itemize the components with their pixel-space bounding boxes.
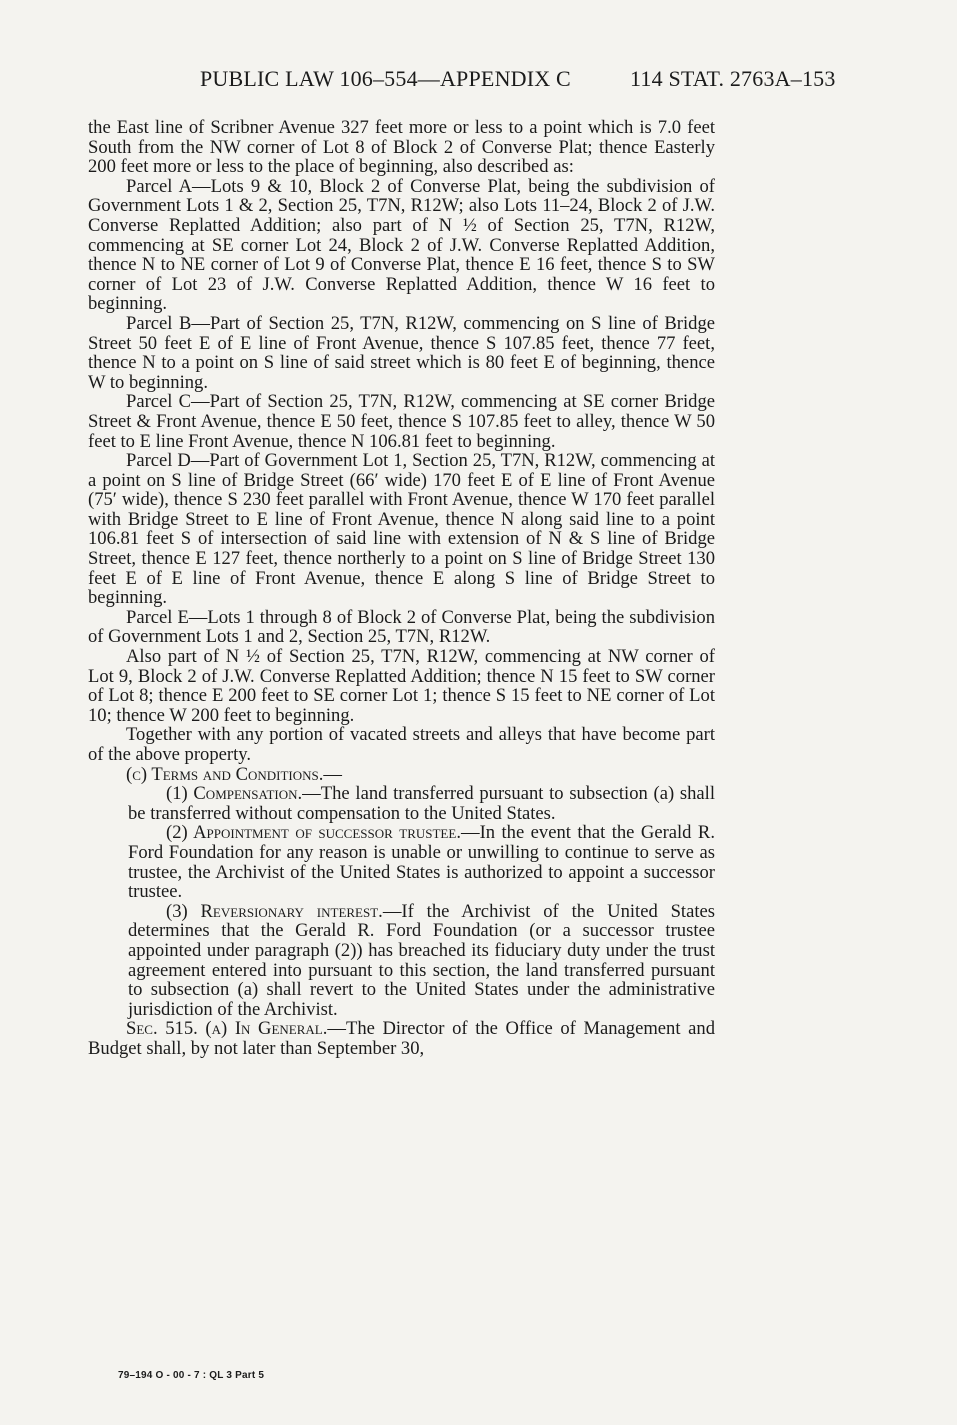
subsection-c-label: (c) Terms and Conditions.— (126, 763, 343, 785)
header-title: PUBLIC LAW 106–554—APPENDIX C (200, 66, 571, 91)
paragraph-c2-label: (2) Appointment of successor trustee.— (166, 822, 480, 844)
paragraph-c3-label: (3) Reversionary interest.— (166, 900, 402, 922)
paragraph-parcel-e: Parcel E—Lots 1 through 8 of Block 2 of Converse Plat, being the subdivision of Government Lots 1 and 2, Section 25, T7N, R12W. (88, 606, 715, 648)
paragraph-c3 (88, 902, 715, 1020)
section-515 (88, 1019, 715, 1058)
paragraph-c2 (88, 823, 715, 901)
paragraph-parcel-c: Parcel C—Part of Section 25, T7N, R12W, commencing at SE corner Bridge Street & Front Avenue, thence E 50 feet, thence S 107.85 feet to alley, thence W 50 feet to E line Front Avenue, thence N 106.81 feet to beginning. (88, 391, 715, 452)
printing-code-footer: 79–194 O - 00 - 7 : QL 3 Part 5 (118, 1370, 265, 1381)
paragraph-together: Together with any portion of vacated streets and alleys that have become part of the above property. (88, 724, 715, 765)
header-stat-citation: 114 STAT. 2763A–153 (630, 66, 836, 91)
section-515-text: The Director of the Office of Management and Budget shall, by not later than September 30, (88, 1018, 715, 1059)
paragraph-c2-text: In the event that the Gerald R. Ford Foundation for any reason is unable or unwilling to continue to serve as trustee, the Archivist of the United States is authorized to appoint a successor trustee. (128, 822, 715, 903)
paragraph-parcel-d: Parcel D—Part of Government Lot 1, Section 25, T7N, R12W, commencing at a point on S line of Bridge Street (66′ wide) 170 feet E of E line of Front Avenue (75′ wide), thence S 230 feet parallel with Front Avenue, thence W 170 feet parallel with Bridge Street to E line of Front Avenue, thence N along said line to a point 106.81 feet S of intersection of said line with extension of N & S line of Bridge Street, thence E 127 feet, thence northerly to a point on S line of Bridge Street 130 feet E of E line of Front Avenue, thence E along S line of Bridge Street to beginning. (88, 450, 715, 609)
paragraph-parcel-b: Parcel B—Part of Section 25, T7N, R12W, commencing on S line of Bridge Street 50 feet E of E line of Front Avenue, thence S 107.85 feet, thence 77 feet, thence N to a point on S line of said street which is 80 feet E of beginning, thence W to beginning. (88, 312, 715, 393)
paragraph-parcel-a: Parcel A—Lots 9 & 10, Block 2 of Converse Plat, being the subdivision of Government Lots 1 & 2, Section 25, T7N, R12W; also Lots 11–24, Block 2 of J.W. Converse Replatted Addition; also part of N ½ of Section 25, T7N, R12W, commencing at SE corner Lot 24, Block 2 of J.W. Converse Replatted Addition, thence N to NE corner of Lot 9 of Converse Plat, thence E 16 feet, thence S to SW corner of Lot 23 of J.W. Converse Replatted Addition, thence W 16 feet to beginning. (88, 175, 715, 315)
subsection-c-heading (88, 765, 715, 785)
body-text (88, 118, 715, 1059)
section-515-heading: In General.— (234, 1018, 346, 1040)
paragraph-c1-text: The land transferred pursuant to subsection (a) shall be transferred without compensation to the United States. (128, 783, 716, 824)
paragraph-c3-text: If the Archivist of the United States determines that the Gerald R. Ford Foundation (or a successor trustee appointed under paragraph (2)) has breached its fiduciary duty under the trust agreement entered into pursuant to this section, the land transferred pursuant to subsection (a) shall revert to the United States under the administrative jurisdiction of the Archivist. (128, 900, 716, 1020)
paragraph-c1 (88, 784, 715, 823)
paragraph-continuation: the East line of Scribner Avenue 327 feet more or less to a point which is 7.0 feet South from the NW corner of Lot 8 of Block 2 of Converse Plat; thence Easterly 200 feet more or less to the place of beginning, also described as: (88, 117, 715, 178)
paragraph-c1-label: (1) Compensation.— (166, 783, 321, 805)
paragraph-also-part: Also part of N ½ of Section 25, T7N, R12W, commencing at NW corner of Lot 9, Block 2 of J.W. Converse Replatted Addition; thence N 15 feet to SW corner of Lot 8; thence E 200 feet to SE corner Lot 1; thence S 15 feet to NE corner of Lot 10; thence W 200 feet to beginning. (88, 646, 715, 726)
paragraph-list (128, 784, 715, 1019)
section-515-label: Sec. 515. (a) (126, 1018, 235, 1040)
